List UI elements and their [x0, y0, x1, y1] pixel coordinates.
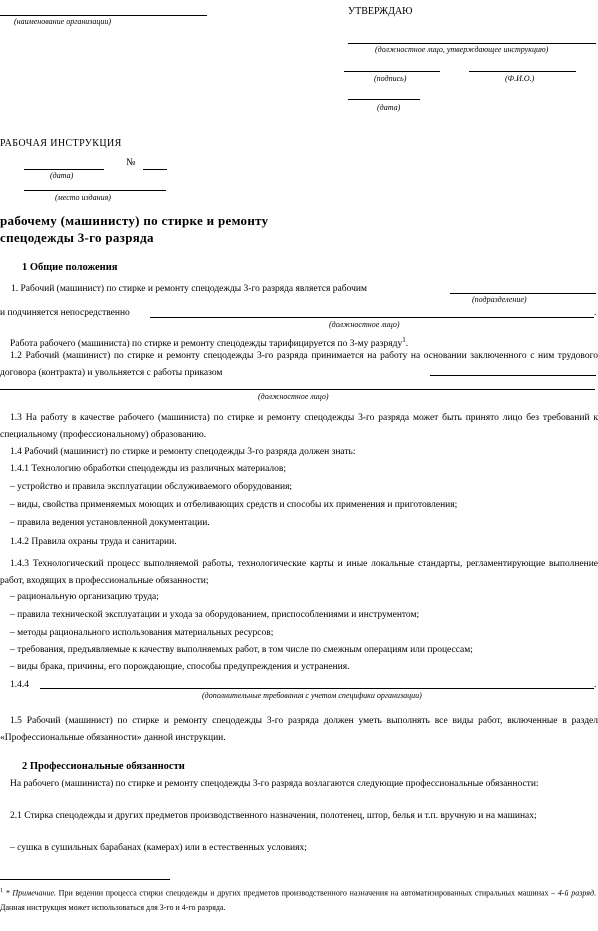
para-1-1: 1. Рабочий (машинист) по стирке и ремонту спецодежды 3-го разряда является рабочим — [11, 284, 367, 294]
doc-number-line — [143, 169, 167, 170]
subdivision-caption: (подразделение) — [472, 295, 527, 304]
approver-position-line — [348, 43, 596, 44]
list-item: – правила ведения установленной документации. — [10, 518, 210, 528]
list-item: – требования, предъявляемые к качеству выполняемых работ, в том числе по смежным операциям или процессам; — [10, 645, 473, 655]
list-item: – виды, свойства применяемых моющих и отбеливающих средств и способы их применения и приготовления; — [10, 500, 458, 510]
extra-requirements-caption: (дополнительные требования с учетом специфики организации) — [202, 691, 422, 700]
doc-place-caption: (место издания) — [55, 193, 111, 202]
org-name-caption: (наименование организации) — [14, 17, 112, 26]
footnote — [0, 884, 596, 915]
para-1-5: 1.5 Рабочий (машинист) по стирке и ремонту спецодежды 3-го разряда должен уметь выполнять все виды работ, включенные в раздел «Профессиональные обязанности» данной инструкции. — [0, 716, 598, 743]
approver-name-caption: (Ф.И.О.) — [505, 74, 535, 83]
footnote-mark: 1 — [0, 888, 3, 894]
doc-title-line1: рабочему (машинисту) по стирке и ремонту — [0, 213, 269, 228]
doc-place-line — [24, 190, 166, 191]
period-mark: . — [594, 308, 597, 318]
document-kind: РАБОЧАЯ ИНСТРУКЦИЯ — [0, 138, 122, 149]
para-tariff: Работа рабочего (машиниста) по стирке и ремонту спецодежды тарифицируется по 3-му разряду$^1$. — [10, 336, 409, 350]
para-1-2: 1.2 Рабочий (машинист) по стирке и ремонту спецодежды 3-го разряда принимается на работу на основании заключенного с ним трудового договора (контракта) и увольняется с работы приказом — [0, 351, 598, 378]
list-item: – сушка в сушильных барабанах (камерах) или в естественных условиях; — [10, 843, 307, 853]
supervisor-caption: (должностное лицо) — [329, 320, 400, 329]
approver-position-caption: (должностное лицо, утверждающее инструкцию) — [375, 45, 549, 54]
dismissal-order-line-2 — [0, 389, 595, 390]
para-tariff-text: Работа рабочего (машиниста) по стирке и ремонту спецодежды тарифицируется по 3-му разряду — [10, 339, 403, 350]
list-item: – виды брака, причины, его порождающие, способы предупреждения и устранения. — [10, 662, 350, 672]
footnote-grade: 4-й разряд — [557, 888, 594, 898]
list-item: – устройство и правила эксплуатации обслуживаемого оборудования; — [10, 482, 293, 492]
list-item: – методы рационального использования материальных ресурсов; — [10, 628, 274, 638]
period-mark: . — [594, 680, 597, 690]
para-2-1: 2.1 Стирка спецодежды и других предметов производственного назначения, полотенец, штор, белья и т.п. вручную и на машинах; — [10, 811, 537, 821]
approver-name-line — [469, 71, 576, 72]
para-1-4-2: 1.4.2 Правила охраны труда и санитарии. — [10, 537, 177, 547]
footnote-label: * Примечание. — [5, 888, 56, 898]
dismissal-order-line — [430, 375, 596, 376]
doc-title-line2: спецодежды 3-го разряда — [0, 230, 154, 245]
footnote-ref: 1 — [402, 336, 406, 344]
doc-number-sign: № — [126, 157, 136, 168]
approval-date-line — [348, 99, 420, 100]
org-name-line — [0, 15, 207, 16]
footnote-text: При ведении процесса стирки спецодежды и других предметов производственного назначения на автоматизированных стиральных машинах – — [56, 888, 558, 898]
supervisor-line — [150, 317, 594, 318]
section1-heading: 1 Общие положения — [22, 262, 118, 273]
footnote-tail: . Данная инструкция может использоваться для 3-го и 4-го разряда. — [0, 888, 596, 912]
footnote-separator — [0, 879, 170, 880]
para-1-4-1: 1.4.1 Технологию обработки спецодежды из различных материалов; — [10, 464, 286, 474]
para-1-3: 1.3 На работу в качестве рабочего (машиниста) по стирке и ремонту спецодежды 3-го разряда может быть принято лицо без требований к специальному (профессиональному) образованию. — [0, 413, 598, 440]
para-1-4: 1.4 Рабочий (машинист) по стирке и ремонту спецодежды 3-го разряда должен знать: — [10, 447, 356, 457]
list-item: – рациональную организацию труда; — [10, 592, 159, 602]
para-1-4-4: 1.4.4 — [10, 680, 29, 690]
para-1-4-3: 1.4.3 Технологический процесс выполняемой работы, технологические карты и иные локальные стандарты, регламентирующие выполнение работ, входящих в профессиональные обязанности; — [0, 559, 598, 586]
signature-caption: (подпись) — [374, 74, 407, 83]
extra-requirements-line — [40, 688, 594, 689]
section2-heading: 2 Профессиональные обязанности — [22, 761, 185, 772]
dismissal-order-caption: (должностное лицо) — [258, 392, 329, 401]
doc-date-line — [24, 169, 104, 170]
list-item: – правила технической эксплуатации и ухода за оборудованием, приспособлениями и инструментом; — [10, 610, 420, 620]
subdivision-line — [450, 293, 596, 294]
approve-label: УТВЕРЖДАЮ — [348, 6, 413, 17]
doc-date-caption: (дата) — [50, 171, 74, 180]
signature-line — [344, 71, 440, 72]
section2-intro: На рабочего (машиниста) по стирке и ремонту спецодежды 3-го разряда возлагаются следующие профессиональные обязанности: — [10, 779, 539, 789]
para-1-1-cont: и подчиняется непосредственно — [0, 308, 130, 318]
approval-date-caption: (дата) — [377, 103, 401, 112]
